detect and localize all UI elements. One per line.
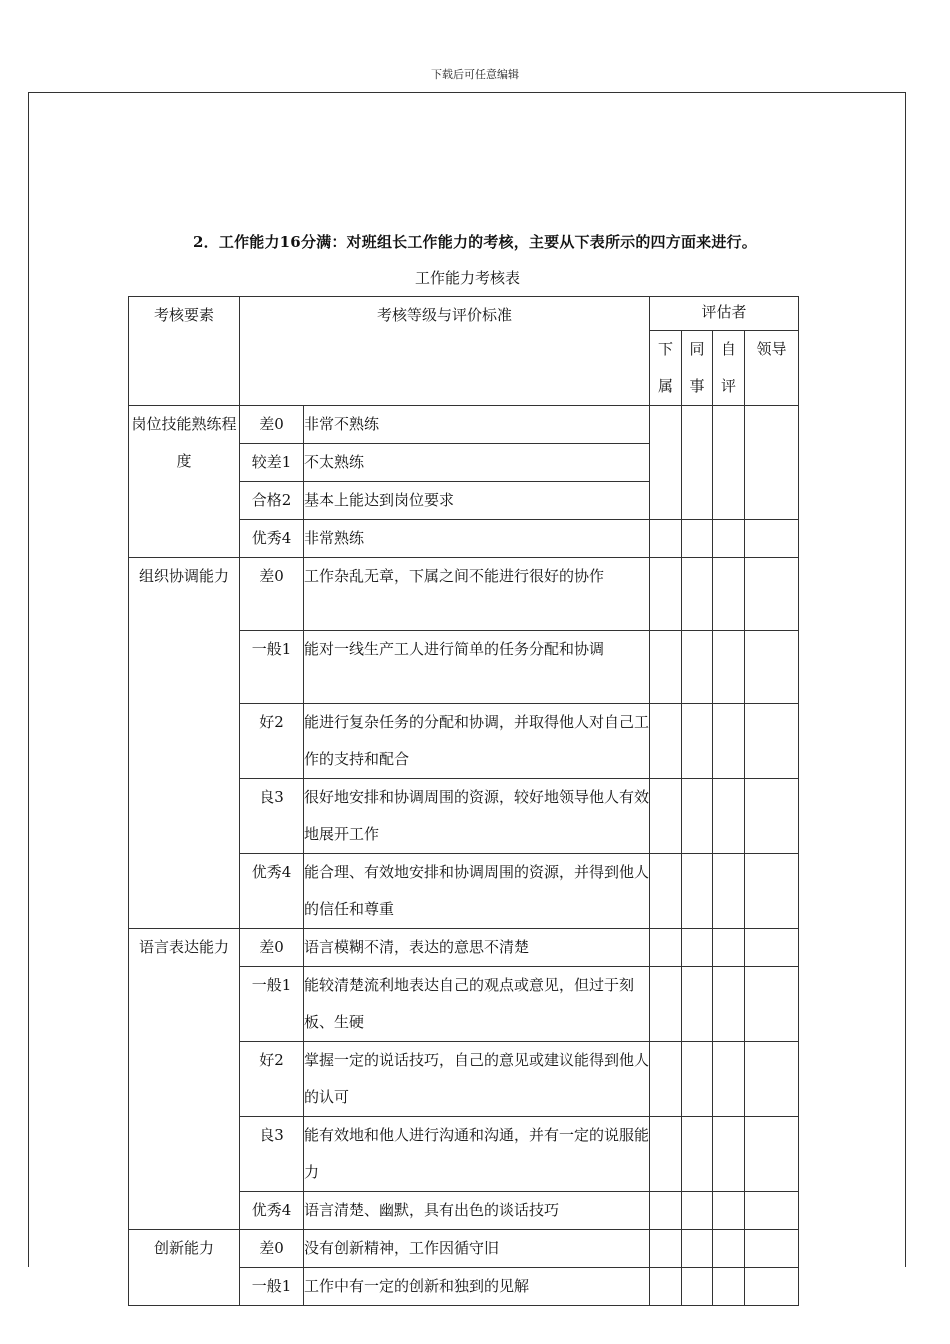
desc-cell: 很好地安排和协调周围的资源，较好地领导他人有效地展开工作 bbox=[304, 779, 650, 854]
level-cell: 差0 bbox=[240, 929, 304, 967]
desc-cell: 工作中有一定的创新和独到的见解 bbox=[304, 1268, 650, 1306]
score-cell bbox=[713, 1192, 745, 1230]
header-evaluator: 评估者 bbox=[650, 297, 799, 331]
score-cell bbox=[745, 1230, 799, 1268]
score-cell bbox=[682, 1042, 713, 1117]
desc-cell: 没有创新精神，工作因循守旧 bbox=[304, 1230, 650, 1268]
level-cell: 一般1 bbox=[240, 1268, 304, 1306]
evaluator-subordinate: 下 属 bbox=[650, 331, 682, 406]
level-cell: 优秀4 bbox=[240, 854, 304, 929]
desc-cell: 语言模糊不清，表达的意思不清楚 bbox=[304, 929, 650, 967]
level-cell: 一般1 bbox=[240, 631, 304, 704]
score-cell bbox=[745, 631, 799, 704]
level-cell: 良3 bbox=[240, 1117, 304, 1192]
score-cell bbox=[713, 967, 745, 1042]
score-cell bbox=[745, 1117, 799, 1192]
score-cell bbox=[682, 1192, 713, 1230]
score-cell bbox=[745, 1192, 799, 1230]
header-factor: 考核要素 bbox=[129, 297, 240, 406]
desc-cell: 能有效地和他人进行沟通和沟通，并有一定的说服能力 bbox=[304, 1117, 650, 1192]
score-cell bbox=[682, 1117, 713, 1192]
score-cell bbox=[682, 929, 713, 967]
score-cell bbox=[713, 558, 745, 631]
score-cell bbox=[682, 558, 713, 631]
level-cell: 一般1 bbox=[240, 967, 304, 1042]
score-cell bbox=[682, 704, 713, 779]
score-cell bbox=[713, 854, 745, 929]
score-cell bbox=[745, 929, 799, 967]
level-cell: 优秀4 bbox=[240, 1192, 304, 1230]
factor-cell: 语言表达能力 bbox=[129, 929, 240, 1230]
score-cell bbox=[713, 929, 745, 967]
score-cell bbox=[713, 704, 745, 779]
score-cell bbox=[745, 558, 799, 631]
level-cell: 好2 bbox=[240, 1042, 304, 1117]
score-cell bbox=[650, 1192, 682, 1230]
evaluator-self: 自 评 bbox=[713, 331, 745, 406]
score-cell bbox=[713, 1230, 745, 1268]
score-cell bbox=[650, 704, 682, 779]
score-cell bbox=[713, 406, 745, 520]
level-cell: 较差1 bbox=[240, 444, 304, 482]
score-cell bbox=[650, 1042, 682, 1117]
score-cell bbox=[682, 406, 713, 520]
table-caption: 工作能力考核表 bbox=[414, 269, 520, 287]
score-cell bbox=[650, 967, 682, 1042]
score-cell bbox=[650, 406, 682, 520]
score-cell bbox=[745, 704, 799, 779]
score-cell bbox=[650, 929, 682, 967]
header-standard: 考核等级与评价标准 bbox=[240, 297, 650, 406]
level-cell: 差0 bbox=[240, 406, 304, 444]
score-cell bbox=[713, 779, 745, 854]
level-cell: 合格2 bbox=[240, 482, 304, 520]
score-cell bbox=[650, 558, 682, 631]
assessment-table bbox=[128, 296, 799, 1306]
level-cell: 良3 bbox=[240, 779, 304, 854]
factor-cell: 组织协调能力 bbox=[129, 558, 240, 929]
desc-cell: 能对一线生产工人进行简单的任务分配和协调 bbox=[304, 631, 650, 704]
desc-cell: 不太熟练 bbox=[304, 444, 650, 482]
table-row bbox=[129, 558, 799, 631]
evaluator-colleague: 同 事 bbox=[682, 331, 713, 406]
score-cell bbox=[745, 520, 799, 558]
score-cell bbox=[650, 631, 682, 704]
score-cell bbox=[745, 854, 799, 929]
score-cell bbox=[745, 1268, 799, 1306]
section-heading: 2．工作能力16分满：对班组长工作能力的考核，主要从下表所示的四方面来进行。 bbox=[193, 233, 757, 251]
score-cell bbox=[650, 1268, 682, 1306]
level-cell: 差0 bbox=[240, 1230, 304, 1268]
score-cell bbox=[713, 1117, 745, 1192]
score-cell bbox=[682, 1230, 713, 1268]
score-cell bbox=[682, 967, 713, 1042]
desc-cell: 能进行复杂任务的分配和协调，并取得他人对自己工作的支持和配合 bbox=[304, 704, 650, 779]
score-cell bbox=[745, 406, 799, 520]
score-cell bbox=[682, 1268, 713, 1306]
score-cell bbox=[682, 520, 713, 558]
score-cell bbox=[745, 779, 799, 854]
score-cell bbox=[682, 854, 713, 929]
desc-cell: 能较清楚流利地表达自己的观点或意见，但过于刻板、生硬 bbox=[304, 967, 650, 1042]
evaluator-leader: 领导 bbox=[745, 331, 799, 406]
score-cell bbox=[650, 1117, 682, 1192]
score-cell bbox=[713, 1042, 745, 1117]
table-row bbox=[129, 406, 799, 444]
level-cell: 差0 bbox=[240, 558, 304, 631]
factor-cell: 创新能力 bbox=[129, 1230, 240, 1306]
factor-cell: 岗位技能熟练程度 bbox=[129, 406, 240, 558]
score-cell bbox=[745, 1042, 799, 1117]
desc-cell: 能合理、有效地安排和协调周围的资源，并得到他人的信任和尊重 bbox=[304, 854, 650, 929]
score-cell bbox=[682, 779, 713, 854]
level-cell: 优秀4 bbox=[240, 520, 304, 558]
score-cell bbox=[682, 631, 713, 704]
score-cell bbox=[650, 520, 682, 558]
desc-cell: 掌握一定的说话技巧，自己的意见或建议能得到他人的认可 bbox=[304, 1042, 650, 1117]
desc-cell: 非常熟练 bbox=[304, 520, 650, 558]
desc-cell: 工作杂乱无章，下属之间不能进行很好的协作 bbox=[304, 558, 650, 631]
score-cell bbox=[713, 1268, 745, 1306]
header-note: 下载后可任意编辑 bbox=[431, 68, 519, 81]
score-cell bbox=[713, 631, 745, 704]
level-cell: 好2 bbox=[240, 704, 304, 779]
score-cell bbox=[650, 1230, 682, 1268]
desc-cell: 基本上能达到岗位要求 bbox=[304, 482, 650, 520]
score-cell bbox=[650, 854, 682, 929]
score-cell bbox=[650, 779, 682, 854]
table-row bbox=[129, 1230, 799, 1268]
desc-cell: 非常不熟练 bbox=[304, 406, 650, 444]
score-cell bbox=[713, 520, 745, 558]
table-row bbox=[129, 929, 799, 967]
score-cell bbox=[745, 967, 799, 1042]
desc-cell: 语言清楚、幽默，具有出色的谈话技巧 bbox=[304, 1192, 650, 1230]
